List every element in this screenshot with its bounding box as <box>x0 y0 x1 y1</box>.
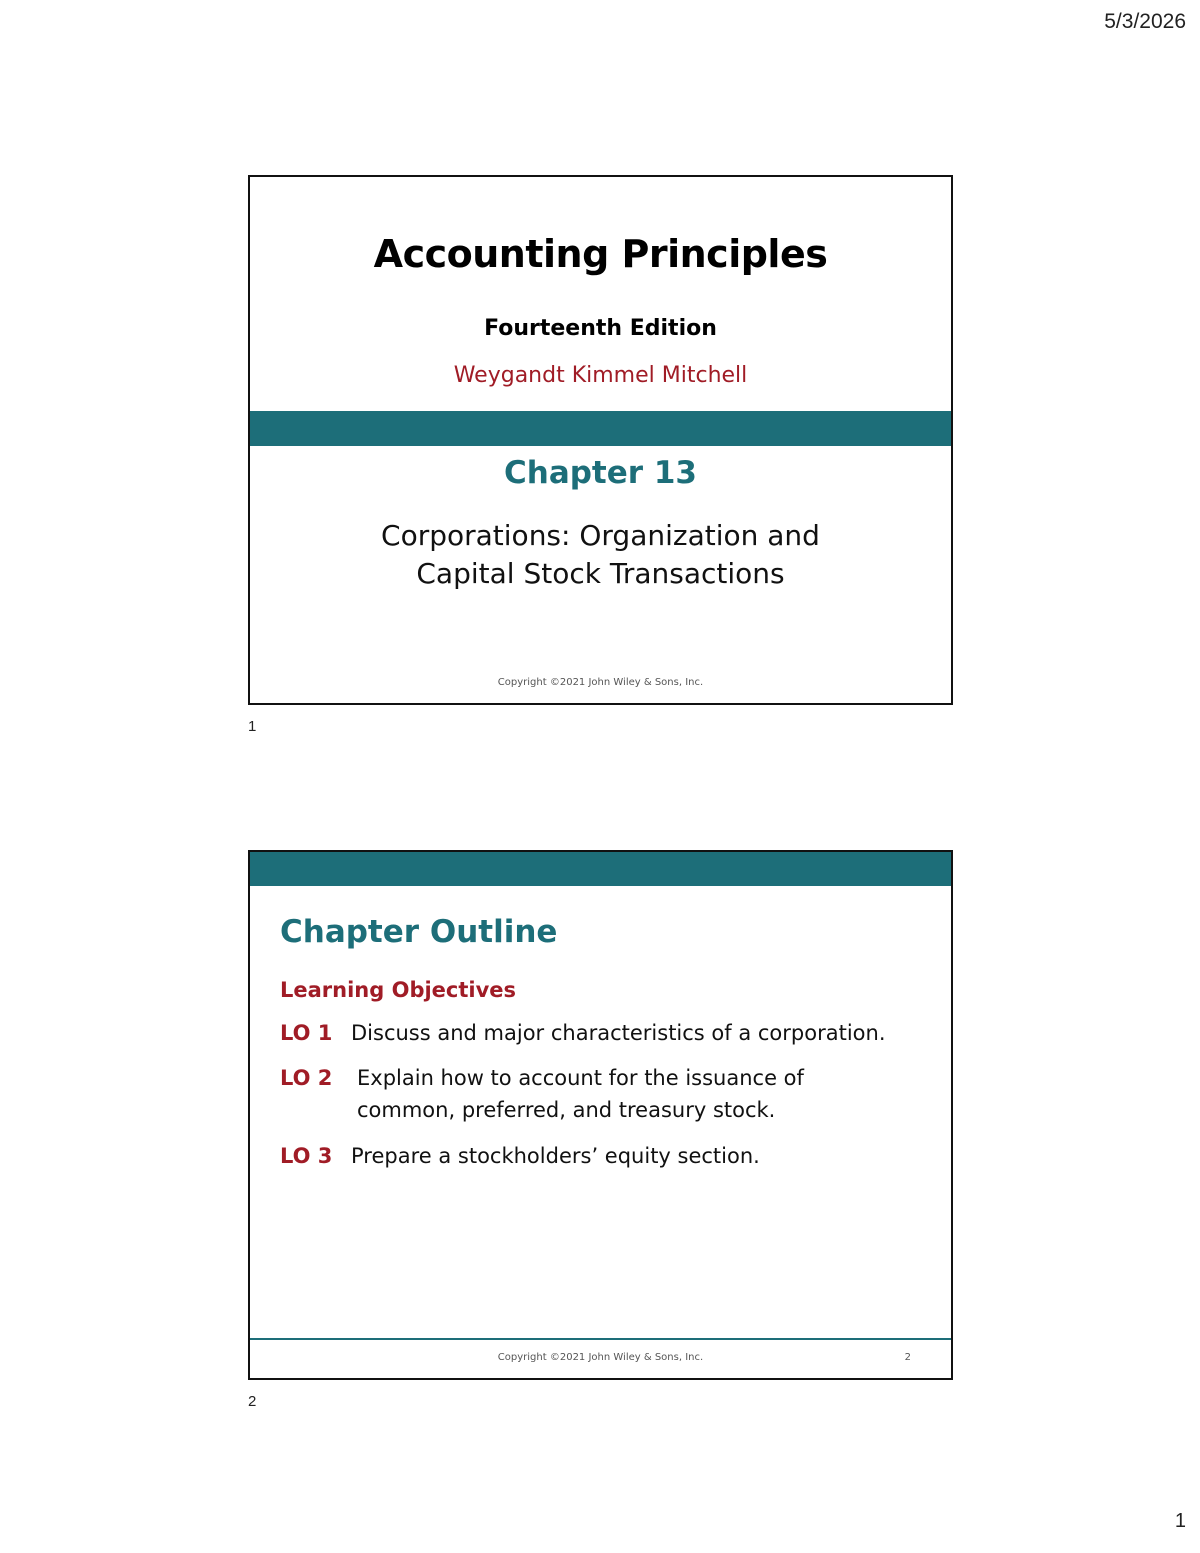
book-authors: Weygandt Kimmel Mitchell <box>453 363 748 388</box>
learning-objective <box>280 1062 930 1126</box>
objective-code: LO 2 <box>280 1066 333 1090</box>
slide-number-label: 2 <box>248 1393 257 1410</box>
book-title: Accounting Principles <box>373 232 828 276</box>
objective-text: Discuss and major characteristics of a corporation. <box>351 1021 886 1045</box>
slide-2 <box>248 850 953 1380</box>
slide-number-label: 1 <box>248 718 257 735</box>
header-band <box>250 852 951 886</box>
chapter-number: Chapter 13 <box>504 455 697 491</box>
copyright-notice: Copyright ©2021 John Wiley & Sons, Inc. <box>497 677 704 688</box>
book-edition: Fourteenth Edition <box>484 316 717 341</box>
footer-rule <box>250 1338 951 1340</box>
copyright-notice: Copyright ©2021 John Wiley & Sons, Inc. <box>497 1352 704 1363</box>
objective-text-continued: common, preferred, and treasury stock. <box>357 1098 776 1122</box>
learning-objective <box>280 1017 930 1049</box>
slide-footer-page-number: 2 <box>904 1352 911 1363</box>
print-date: 5/3/2026 <box>1104 10 1186 33</box>
outline-heading: Chapter Outline <box>280 914 558 950</box>
chapter-title <box>250 517 951 593</box>
learning-objectives-label: Learning Objectives <box>280 978 517 1002</box>
chapter-title-line-1: Corporations: Organization and <box>381 519 820 552</box>
objective-code: LO 1 <box>280 1021 333 1045</box>
objective-text: Explain how to account for the issuance of <box>357 1066 804 1090</box>
title-band <box>250 411 951 446</box>
page-number: 1 <box>1174 1510 1186 1532</box>
chapter-title-line-2: Capital Stock Transactions <box>416 557 785 590</box>
objective-code: LO 3 <box>280 1144 333 1168</box>
learning-objective <box>280 1140 930 1172</box>
objective-text: Prepare a stockholders’ equity section. <box>351 1144 760 1168</box>
slide-1 <box>248 175 953 705</box>
